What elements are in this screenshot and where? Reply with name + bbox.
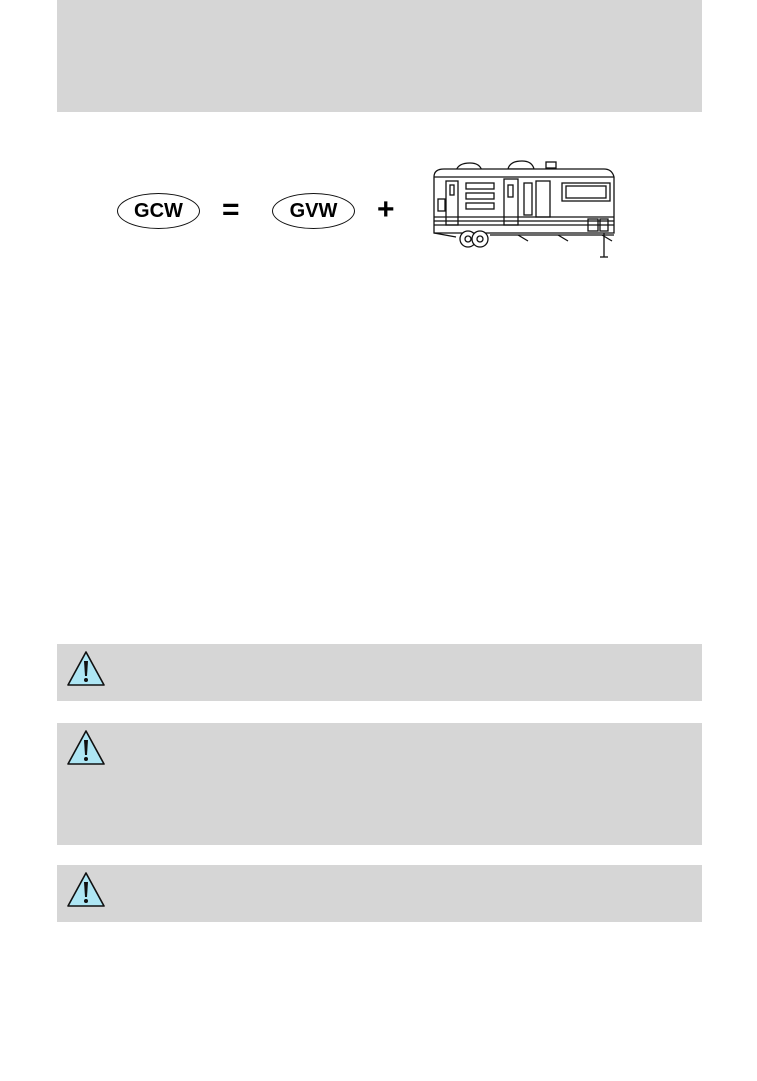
warning-triangle-icon (65, 870, 107, 910)
equals-sign: = (222, 193, 240, 226)
gcw-oval: GCW (117, 193, 200, 229)
header-band (57, 0, 702, 112)
warning-box (57, 865, 702, 922)
travel-trailer-icon (428, 155, 628, 265)
warning-box (57, 723, 702, 845)
gcw-formula (0, 150, 757, 270)
gvw-oval: GVW (272, 193, 355, 229)
plus-sign: + (377, 193, 395, 226)
warning-box (57, 644, 702, 701)
warning-triangle-icon (65, 649, 107, 689)
warning-triangle-icon (65, 728, 107, 768)
